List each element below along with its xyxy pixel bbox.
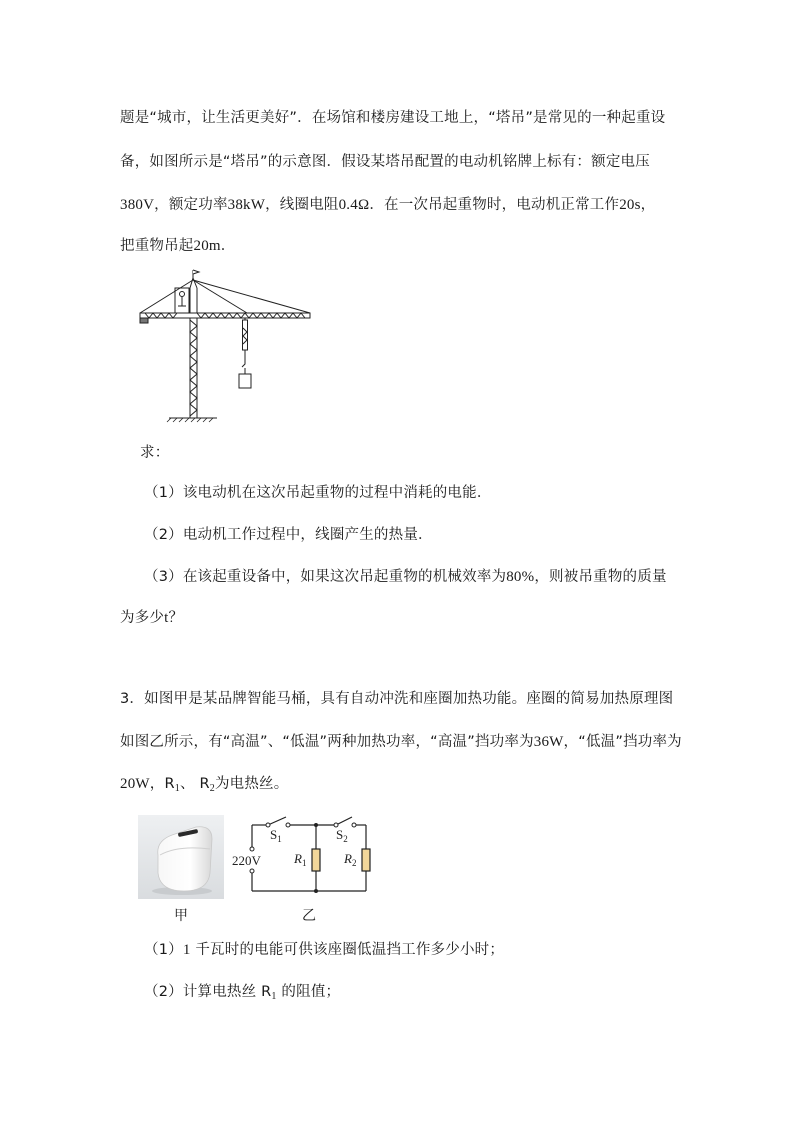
ask-label: 求：	[140, 445, 170, 461]
subscript: 1	[271, 991, 277, 1002]
subscript: 1	[174, 783, 180, 794]
question-number: （1）	[144, 942, 183, 958]
subscript: 2	[351, 858, 357, 868]
text-fragment: 如图乙所示，有“高温”、“低温”两种加热功率，“高温”挡功率为	[120, 734, 534, 750]
figure-caption-right: 乙	[302, 908, 316, 924]
question-number: （2）	[144, 984, 183, 1000]
subscript: 1	[301, 858, 307, 868]
voltage-label: 220V	[232, 853, 261, 868]
coil-resistance: 0.4Ω	[338, 197, 370, 213]
heating-circuit-diagram	[228, 805, 378, 905]
rated-power: 38kW	[227, 197, 266, 213]
problem2-line3	[120, 193, 655, 214]
low-power-value: 20W	[120, 776, 150, 792]
problem2-question-1	[144, 481, 492, 502]
subscript: 1	[277, 834, 282, 844]
switch-s1-label	[270, 827, 282, 844]
text-fragment: 为电热丝。	[214, 776, 289, 792]
problem3-line2	[120, 730, 682, 751]
text-fragment: ，线圈电阻	[265, 197, 339, 213]
label-text: S	[336, 827, 344, 842]
resistor-r1-label	[293, 851, 306, 868]
problem3-line3	[120, 772, 288, 794]
rated-voltage: 380V	[120, 197, 155, 213]
question-text: 该电动机在这次吊起重物的过程中消耗的电能．	[182, 485, 492, 501]
kwh-amount: 1	[182, 942, 191, 958]
question-text: 千瓦时的电能可供该座圈低温挡工作多少小时；	[190, 942, 505, 958]
question-text: 计算电热丝 R	[182, 984, 272, 1000]
lift-height: 20m	[193, 238, 221, 254]
question-number: （2）	[144, 527, 183, 543]
label-text: R	[294, 851, 302, 866]
question-text: 在该起重设备中，如果这次吊起重物的机械效率为	[182, 569, 507, 585]
text-fragment: ，	[640, 197, 656, 213]
subscript: 2	[209, 783, 215, 794]
question-number: （1）	[144, 485, 183, 501]
label-text: S	[270, 827, 278, 842]
question-text: ，则被吊重物的质量	[534, 569, 667, 585]
text-fragment: ，额定功率	[154, 197, 228, 213]
problem2-line2: 备，如图所示是“塔吊”的示意图．假设某塔吊配置的电动机铭牌上标有：额定电压	[120, 154, 650, 170]
question-text: ？	[168, 610, 184, 626]
text-fragment: 把重物吊起	[120, 238, 194, 254]
text-fragment: ，“低温”挡功率为	[563, 734, 682, 750]
efficiency-value: 80%	[506, 569, 535, 585]
resistor-r2-label	[343, 851, 356, 868]
unit-ton: t	[164, 610, 169, 626]
question-text: 为多少	[120, 610, 165, 626]
question-number: （3）	[144, 569, 183, 585]
problem2-line4	[120, 234, 235, 255]
problem3-line1: 3．如图甲是某品牌智能马桶，具有自动冲洗和座圈加热功能。座圈的简易加热原理图	[120, 691, 674, 707]
work-time: 20s	[619, 197, 641, 213]
smart-toilet-image	[138, 815, 224, 899]
text-fragment: 、 R	[179, 776, 210, 792]
problem2-line1: 题是“城市，让生活更美好”．在场馆和楼房建设工地上，“塔吊”是常见的一种起重设	[120, 110, 666, 126]
problem2-question-3	[144, 565, 667, 586]
text-fragment: ．在一次吊起重物时，电动机正常工作	[369, 197, 620, 213]
subscript: 2	[343, 834, 348, 844]
high-power-value: 36W	[533, 734, 564, 750]
text-fragment: ．	[220, 238, 236, 254]
tower-crane-diagram	[135, 268, 320, 423]
problem3-question-1	[144, 938, 504, 959]
label-text: R	[344, 851, 352, 866]
question-text: 电动机工作过程中，线圈产生的热量．	[182, 527, 433, 543]
figure-caption-left: 甲	[174, 908, 188, 924]
problem2-question-3-cont	[120, 606, 183, 627]
text-fragment: ，R	[149, 776, 175, 792]
question-text: 的阻值；	[276, 984, 341, 1000]
switch-s2-label	[336, 827, 348, 844]
problem3-question-2	[144, 980, 340, 1002]
problem2-question-2	[144, 523, 433, 544]
